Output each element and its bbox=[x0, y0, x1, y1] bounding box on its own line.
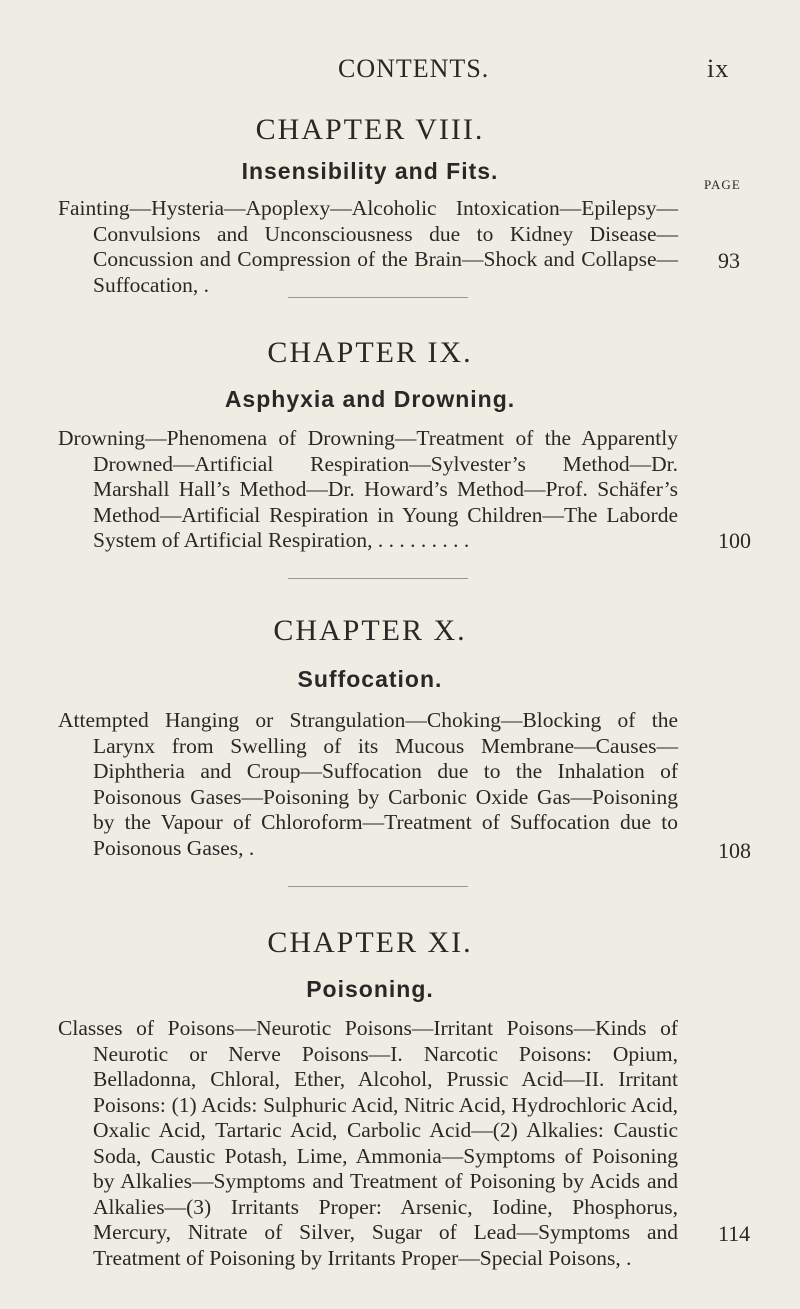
chapter-ix-page: 100 bbox=[718, 528, 751, 553]
divider-rule bbox=[288, 297, 468, 298]
chapter-xi-entry-text: Classes of Poisons—Neurotic Poisons—Irritant Poisons—Kinds of Neurotic or Nerve Poisons—I. Narcotic Poisons: Opium, Belladonna, Chloral, Ether, Alcohol, Prussic Acid—II. Irritant Poisons: (1) Acids: Sulphuric Acid, Nitric Acid, Hydrochloric Acid, Oxalic Acid, Tartaric Acid, Carbolic Acid—(2) Alkalies: Caustic Soda, Caustic Potash, Lime, Ammonia—Symptoms of Poisoning by Alkalies—Symptoms and Treatment of Poisoning by Acids and Alkalies—(3) Irritants Proper: Arsenic, Iodine, Phosphorus, Mercury, Nitrate of Silver, Sugar of Lead—Symptoms and Treatment of Poisoning by Irritants Proper—Special Poisons, . bbox=[58, 1016, 678, 1270]
page-column-label: PAGE bbox=[704, 177, 741, 192]
divider-rule bbox=[288, 578, 468, 579]
chapter-x-heading: CHAPTER X. bbox=[273, 614, 467, 647]
chapter-viii-entry-text: Fainting—Hysteria—Apoplexy—Alcoholic Intoxication—Epilepsy—Convulsions and Unconsciousness due to Kidney Disease—Concussion and Compression of the Brain—Shock and Collapse—Suffocation, . bbox=[58, 196, 678, 297]
chapter-xi-entry bbox=[58, 1016, 678, 1271]
chapter-x-entry-text: Attempted Hanging or Strangulation—Choking—Blocking of the Larynx from Swelling of its Mucous Membrane—Causes—Diphtheria and Croup—Suffocation due to the Inhalation of Poisonous Gases—Poisoning by Carbonic Oxide Gas—Poisoning by the Vapour of Chloroform—Treatment of Suffocation due to Poisonous Gases, . bbox=[58, 708, 678, 860]
chapter-x-subtitle: Suffocation. bbox=[297, 666, 443, 692]
divider-rule bbox=[288, 886, 468, 887]
chapter-viii-entry bbox=[58, 196, 678, 298]
chapter-xi-subtitle: Poisoning. bbox=[306, 976, 434, 1002]
chapter-ix-entry bbox=[58, 426, 678, 554]
chapter-ix-subtitle: Asphyxia and Drowning. bbox=[224, 386, 516, 412]
chapter-xi-page: 114 bbox=[718, 1221, 751, 1246]
chapter-x-entry bbox=[58, 708, 678, 861]
chapter-x-page: 108 bbox=[718, 838, 751, 863]
chapter-viii-page: 93 bbox=[718, 248, 740, 273]
running-title: CONTENTS. bbox=[338, 54, 490, 83]
chapter-viii-subtitle: Insensibility and Fits. bbox=[241, 158, 499, 184]
running-head bbox=[0, 54, 800, 94]
chapter-xi-heading: CHAPTER XI. bbox=[267, 926, 473, 959]
chapter-viii-heading: CHAPTER VIII. bbox=[255, 113, 485, 146]
folio-number: ix bbox=[707, 54, 730, 83]
chapter-ix-entry-text: Drowning—Phenomena of Drowning—Treatment of the Apparently Drowned—Artificial Respiration—Sylvester’s Method—Dr. Marshall Hall’s Method—Dr. Howard’s Method—Prof. Schäfer’s Method—Artificial Respiration in Young Children—The Laborde System of Artificial Respiration, . . . . . . . . . bbox=[58, 426, 678, 552]
chapter-ix-heading: CHAPTER IX. bbox=[267, 336, 473, 369]
